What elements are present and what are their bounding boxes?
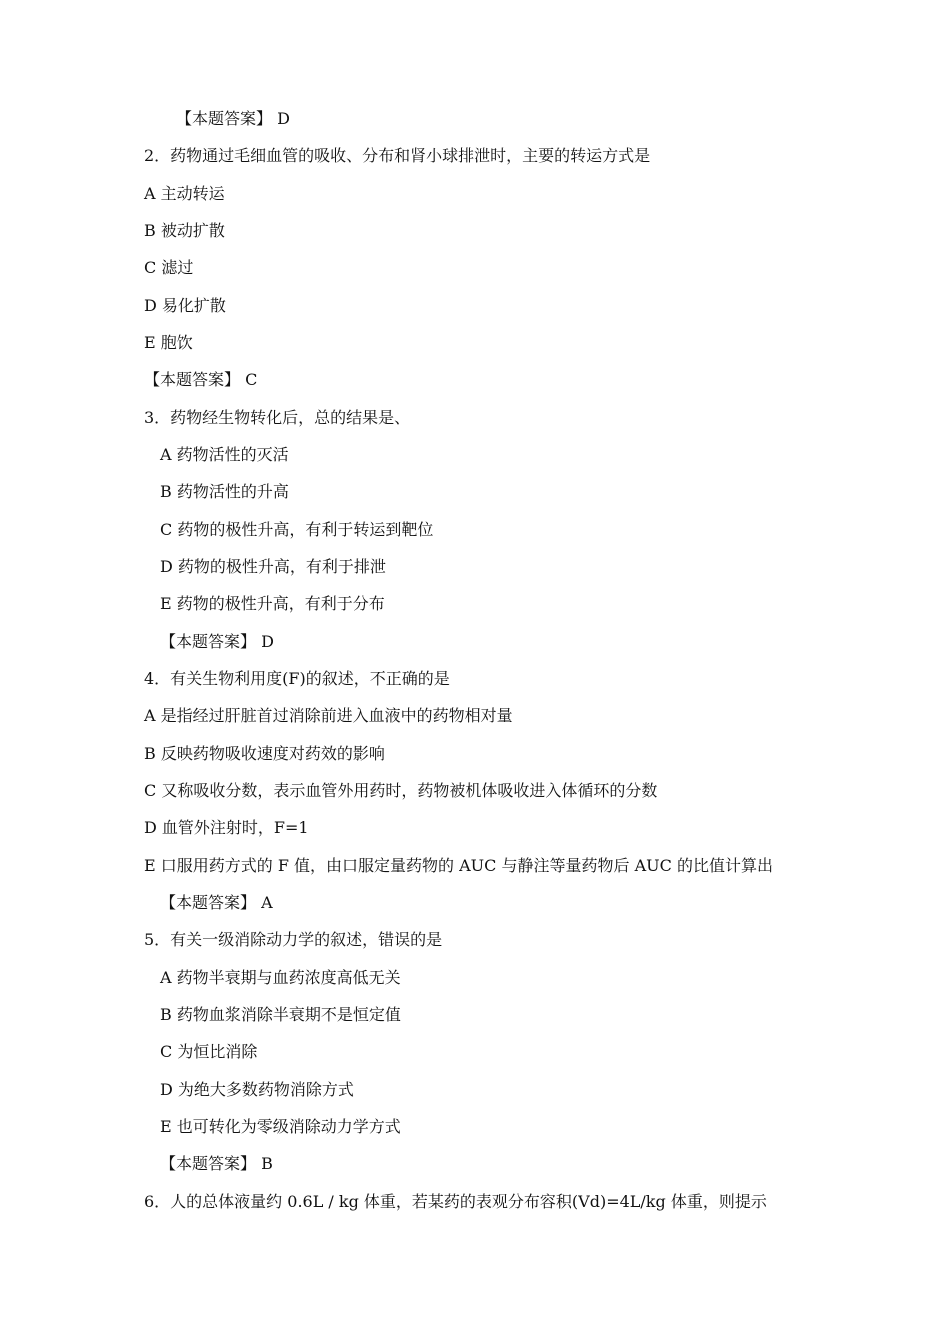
q5-option-a: A 药物半衰期与血药浓度高低无关 bbox=[160, 968, 401, 987]
answer-line-q2: 【本题答案】 C bbox=[144, 370, 258, 389]
q4-option-a: A 是指经过肝脏首过消除前进入血液中的药物相对量 bbox=[144, 706, 513, 725]
q2-option-d: D 易化扩散 bbox=[144, 296, 226, 315]
q4-option-d: D 血管外注射时，F=1 bbox=[144, 818, 309, 837]
q4-option-b: B 反映药物吸收速度对药效的影响 bbox=[144, 744, 385, 763]
q3-option-b: B 药物活性的升高 bbox=[160, 482, 289, 501]
q3-option-c: C 药物的极性升高，有利于转运到靶位 bbox=[160, 520, 434, 539]
question-3: 3．药物经生物转化后，总的结果是、 bbox=[144, 408, 411, 427]
q3-option-a: A 药物活性的灭活 bbox=[160, 445, 289, 464]
question-6: 6．人的总体液量约 0.6L / kg 体重，若某药的表观分布容积(Vd)=4L/kg 体重，则提示 bbox=[144, 1192, 767, 1211]
q2-option-b: B 被动扩散 bbox=[144, 221, 225, 240]
answer-line-q3: 【本题答案】 D bbox=[160, 632, 274, 651]
answer-line-q1: 【本题答案】 D bbox=[176, 109, 290, 128]
q2-option-c: C 滤过 bbox=[144, 258, 194, 277]
answer-line-q4: 【本题答案】 A bbox=[160, 893, 273, 912]
question-2: 2．药物通过毛细血管的吸收、分布和肾小球排泄时，主要的转运方式是 bbox=[144, 146, 651, 165]
question-4: 4．有关生物利用度(F)的叙述，不正确的是 bbox=[144, 669, 450, 688]
q5-option-c: C 为恒比消除 bbox=[160, 1042, 258, 1061]
q5-option-d: D 为绝大多数药物消除方式 bbox=[160, 1080, 354, 1099]
q3-option-e: E 药物的极性升高，有利于分布 bbox=[160, 594, 385, 613]
q5-option-b: B 药物血浆消除半衰期不是恒定值 bbox=[160, 1005, 401, 1024]
q3-option-d: D 药物的极性升高，有利于排泄 bbox=[160, 557, 386, 576]
q2-option-a: A 主动转运 bbox=[144, 184, 225, 203]
q2-option-e: E 胞饮 bbox=[144, 333, 193, 352]
q5-option-e: E 也可转化为零级消除动力学方式 bbox=[160, 1117, 401, 1136]
question-5: 5．有关一级消除动力学的叙述，错误的是 bbox=[144, 930, 443, 949]
answer-line-q5: 【本题答案】 B bbox=[160, 1154, 273, 1173]
q4-option-e: E 口服用药方式的 F 值，由口服定量药物的 AUC 与静注等量药物后 AUC 的比值计算出 bbox=[144, 856, 773, 875]
q4-option-c: C 又称吸收分数，表示血管外用药时，药物被机体吸收进入体循环的分数 bbox=[144, 781, 658, 800]
